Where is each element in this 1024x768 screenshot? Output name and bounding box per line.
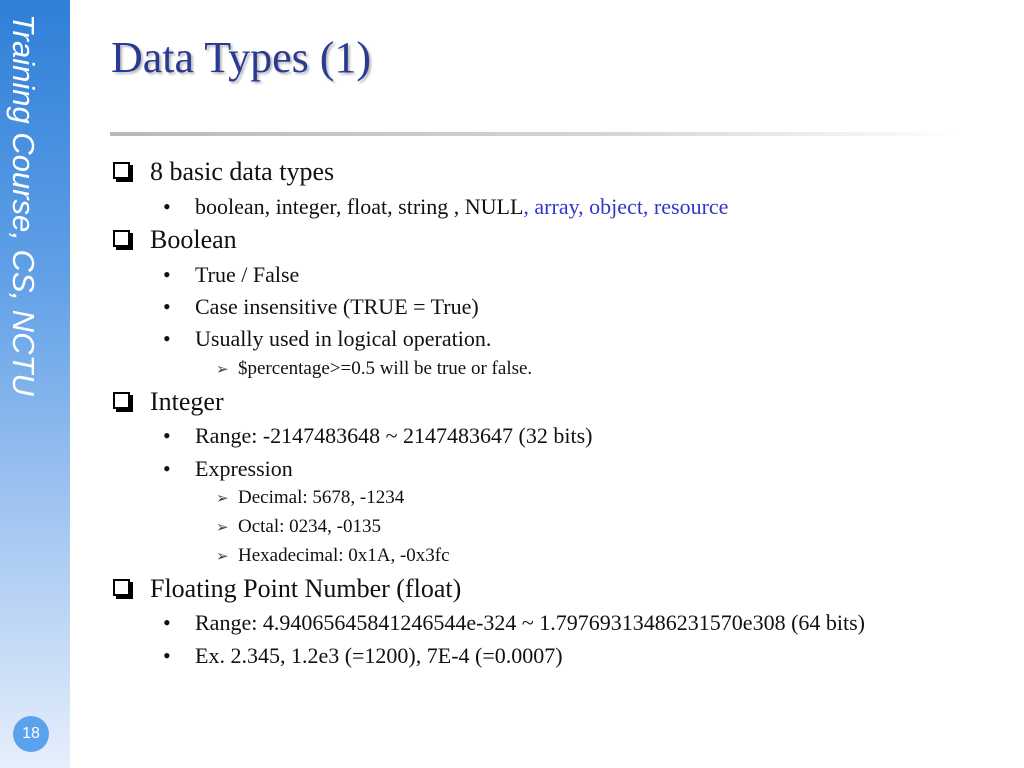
bullet-text-highlight: , array, object, resource [523,194,729,219]
square-bullet-icon [113,230,130,247]
square-bullet-icon [113,579,130,596]
dot-bullet-icon: • [163,262,171,287]
dot-bullet-icon: • [163,294,171,319]
arrow-bullet-icon: ➢ [216,362,229,378]
bullet-text: $percentage>=0.5 will be true or false. [238,358,533,379]
bullet-text: Integer [150,387,224,416]
bullet-line [163,457,293,481]
dot-bullet-icon: • [163,326,171,351]
dot-bullet-icon: • [163,423,171,448]
bullet-text: Case insensitive (TRUE = True) [195,294,479,319]
bullet-line [216,359,532,380]
bullet-text: 8 basic data types [150,157,335,186]
bullet-line [163,263,299,287]
bullet-line [163,195,728,219]
bullet-line [113,388,224,417]
bullet-line [216,488,404,509]
bullet-text: Range: -2147483648 ~ 2147483647 (32 bits) [195,423,593,448]
bullet-text: Ex. 2.345, 1.2e3 (=1200), 7E-4 (=0.0007) [195,643,563,668]
bullet-text: Octal: 0234, -0135 [238,516,382,537]
course-label: Training Course, CS, NCTU [6,14,41,396]
bullet-line [163,644,563,668]
square-bullet-icon [113,162,130,179]
bullet-text: Floating Point Number (float) [150,574,462,603]
dot-bullet-icon: • [163,194,171,219]
dot-bullet-icon: • [163,456,171,481]
bullet-text: Decimal: 5678, -1234 [238,487,405,508]
bullet-line [163,295,479,319]
bullet-line [163,327,491,351]
bullet-line [113,575,461,604]
bullet-line [113,226,237,255]
bullet-line [216,517,381,538]
bullet-text: Hexadecimal: 0x1A, -0x3fc [238,545,450,566]
title-divider [110,132,960,136]
bullet-line [216,546,450,567]
dot-bullet-icon: • [163,643,171,668]
dot-bullet-icon: • [163,610,171,635]
bullet-text: True / False [195,262,300,287]
bullet-line [163,424,592,448]
bullet-text: Expression [195,456,293,481]
bullet-line [113,158,334,187]
arrow-bullet-icon: ➢ [216,491,229,507]
page-number: 18 [13,716,49,752]
sidebar [0,0,70,768]
bullet-text: boolean, integer, float, string , NULL [195,194,524,219]
arrow-bullet-icon: ➢ [216,549,229,565]
bullet-line [163,611,865,635]
bullet-text: Range: 4.94065645841246544e-324 ~ 1.79769313486231570e308 (64 bits) [195,610,866,635]
slide-title: Data Types (1) [111,33,372,82]
bullet-text: Usually used in logical operation. [195,326,492,351]
square-bullet-icon [113,392,130,409]
bullet-text: Boolean [150,225,237,254]
arrow-bullet-icon: ➢ [216,520,229,536]
